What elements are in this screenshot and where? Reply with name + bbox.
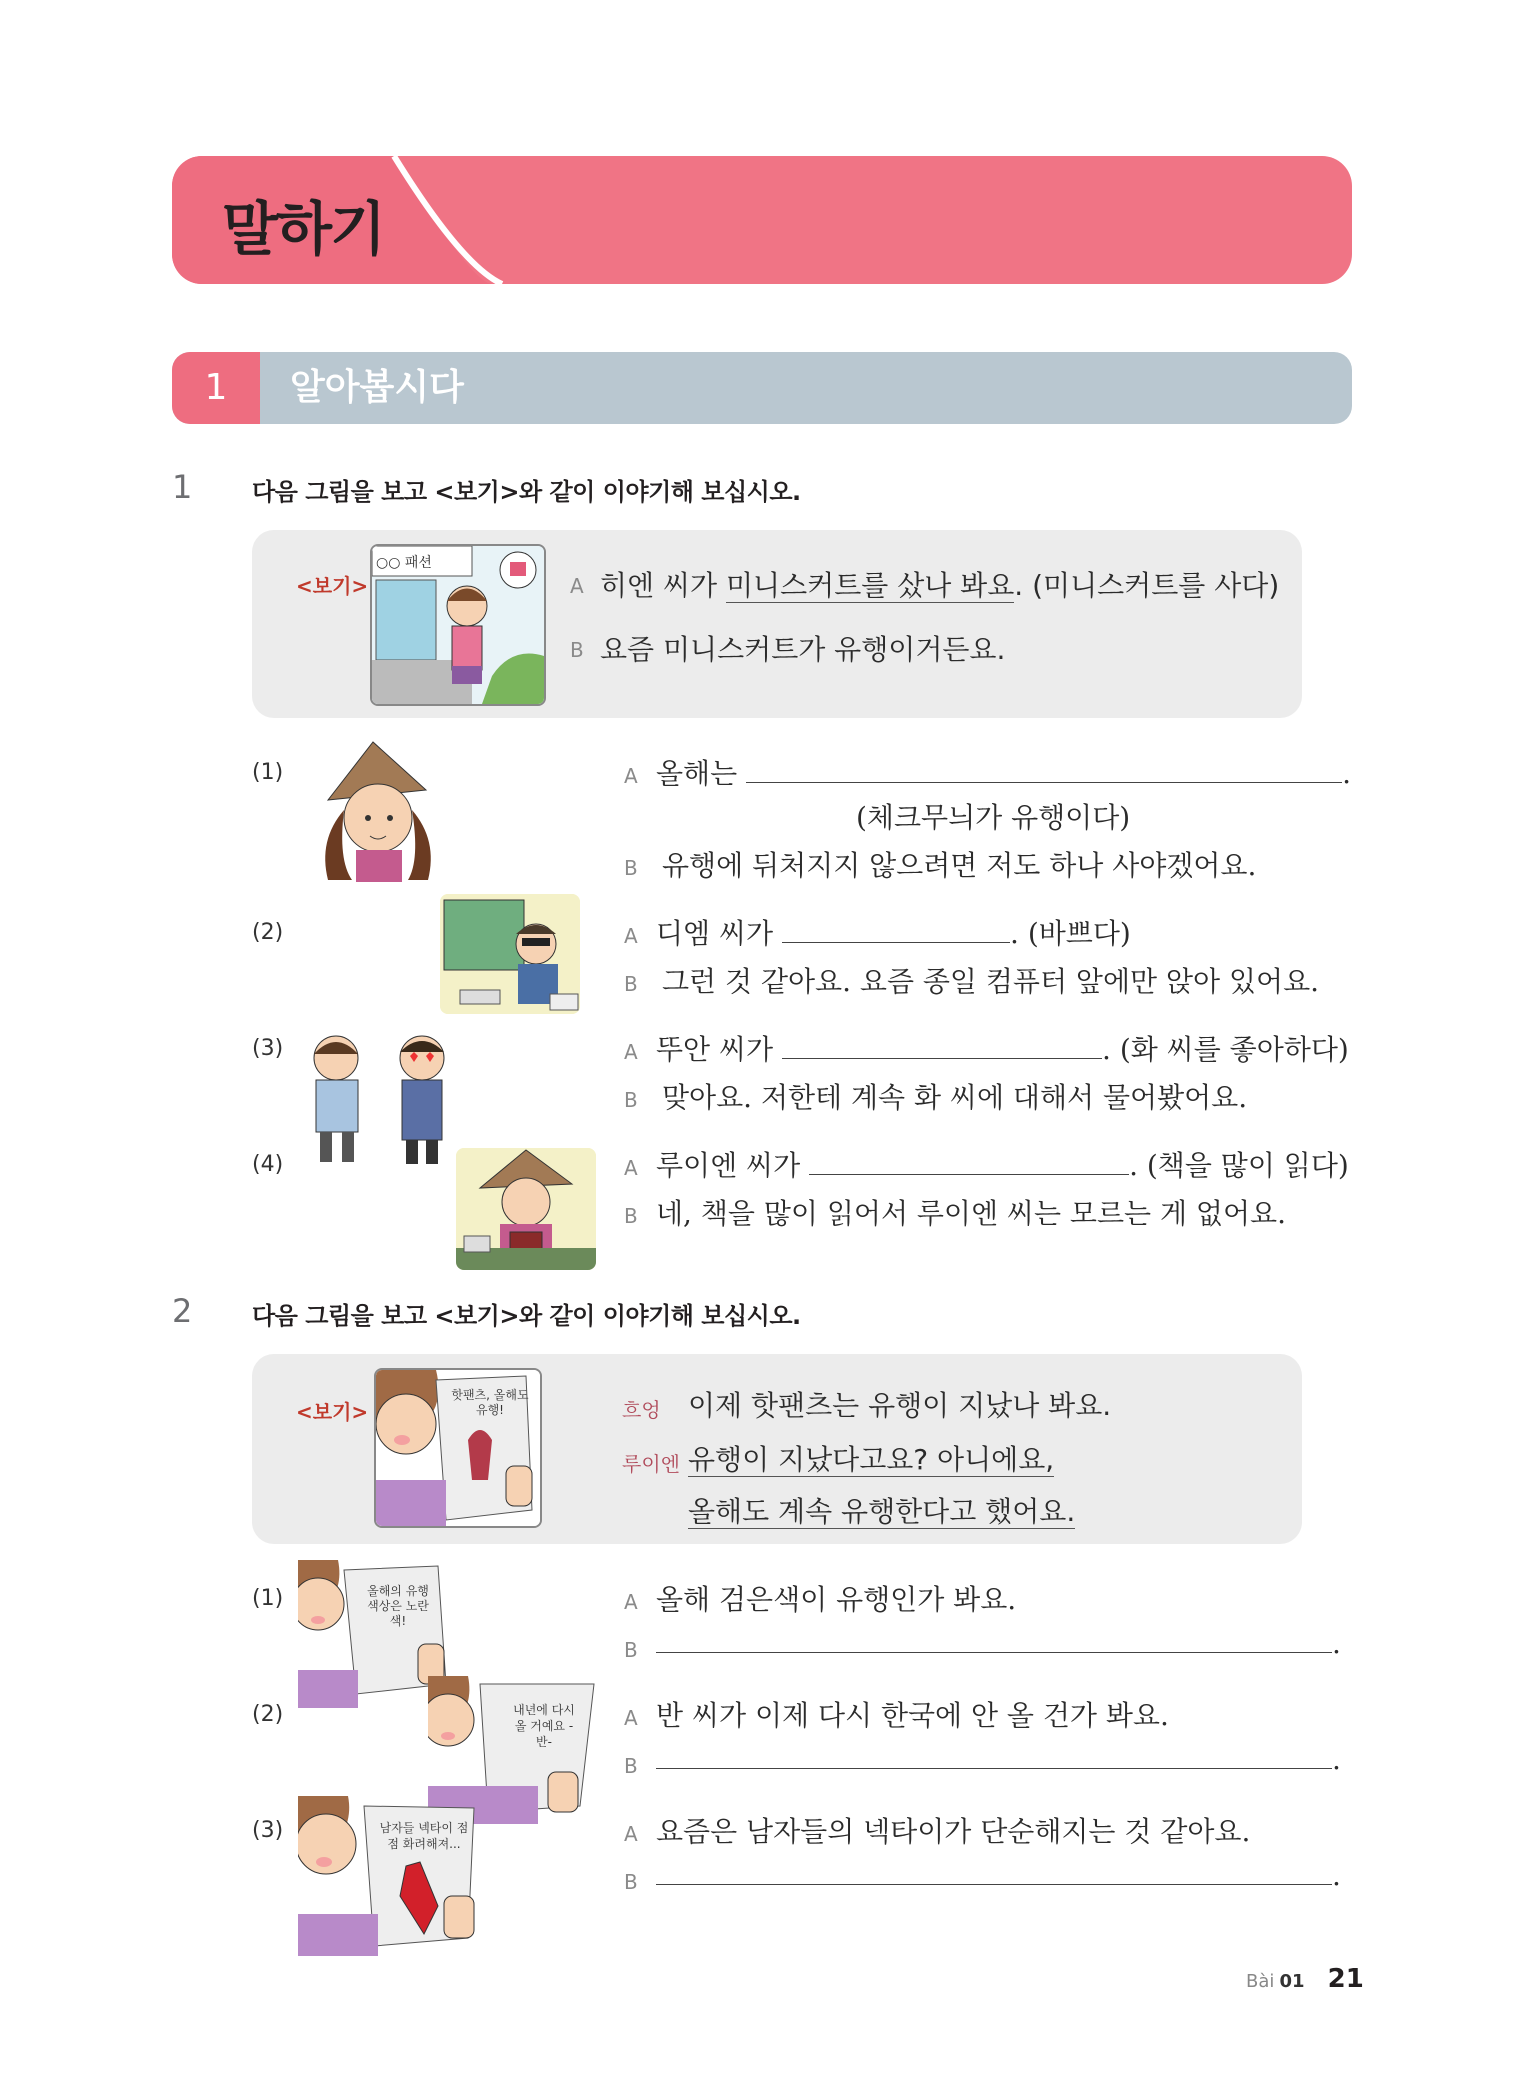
q2-item-2-b-label: B bbox=[624, 1754, 638, 1778]
q2-example-box bbox=[252, 1354, 1302, 1544]
q1-item-4-number: (4) bbox=[252, 1152, 284, 1177]
q1-item-1-a-line bbox=[656, 752, 1351, 792]
q2-item-3-answer-blank[interactable] bbox=[656, 1858, 1332, 1885]
q2-example-line-2-rest: 아니에요, bbox=[928, 1443, 1055, 1476]
q2-item-3-b-line bbox=[656, 1858, 1341, 1892]
q2-item-2-b-line bbox=[656, 1742, 1341, 1776]
q1-item-2-a-label: A bbox=[624, 924, 638, 948]
q1-item-3-a-text: 뚜안 씨가 bbox=[656, 1033, 774, 1066]
subsection-bar bbox=[172, 352, 1352, 424]
page-number: 21 bbox=[1327, 1964, 1364, 1994]
q1-example-a-line bbox=[600, 564, 1279, 604]
q2-example-paper-text: 핫팬츠, 올해도 유행! bbox=[451, 1388, 529, 1417]
question-2-instruction: 다음 그림을 보고 <보기>와 같이 이야기해 보십시오. bbox=[252, 1302, 801, 1330]
q1-item-2-b-label: B bbox=[624, 972, 638, 996]
girl-with-hat-icon bbox=[308, 740, 438, 882]
q1-item-4-hint: (책을 많이 읽다) bbox=[1146, 1149, 1349, 1182]
q2-item-1-b-end: . bbox=[1332, 1627, 1341, 1660]
q2-item-1-b-label: B bbox=[624, 1638, 638, 1662]
q1-item-3-illustration bbox=[296, 1024, 462, 1170]
q2-item-2-answer-blank[interactable] bbox=[656, 1742, 1332, 1769]
q1-example-a-answer: 미니스커트를 샀나 봐요 bbox=[726, 569, 1015, 602]
page-footer bbox=[1246, 1964, 1364, 1994]
q2-item-1-answer-blank[interactable] bbox=[656, 1626, 1332, 1653]
q1-item-2-hint: (바쁘다) bbox=[1027, 917, 1131, 950]
q1-example-tag: <보기> bbox=[296, 574, 369, 598]
q2-item-3-b-end: . bbox=[1332, 1859, 1341, 1892]
man-at-computer-icon bbox=[440, 894, 580, 1014]
q1-item-3-b-label: B bbox=[624, 1088, 638, 1112]
q2-item-2-number: (2) bbox=[252, 1702, 284, 1727]
q1-item-4-b-label: B bbox=[624, 1204, 638, 1228]
footer-lesson-label: Bài bbox=[1246, 1971, 1275, 1992]
q1-item-2-illustration bbox=[440, 894, 580, 1014]
q1-item-1-a-label: A bbox=[624, 764, 638, 788]
q2-item-1-b-line bbox=[656, 1626, 1341, 1660]
q1-item-4-answer-blank[interactable] bbox=[809, 1148, 1129, 1175]
q2-item-2-paper-text: 내년에 다시 올 거예요 -반- bbox=[513, 1703, 575, 1749]
q2-example-tag: <보기> bbox=[296, 1400, 369, 1424]
two-people-hearts-icon bbox=[296, 1024, 462, 1170]
q1-item-1-hint: (체크무늬가 유행이다) bbox=[856, 801, 1131, 834]
q1-item-2-a-text: 디엠 씨가 bbox=[656, 917, 774, 950]
q1-item-1-b-text: 유행에 뒤처지지 않으려면 저도 하나 사야겠어요. bbox=[662, 849, 1257, 882]
q1-item-1-a-end: . bbox=[1342, 757, 1351, 790]
q1-item-3-a-label: A bbox=[624, 1040, 638, 1064]
q2-item-2-a-text: 반 씨가 이제 다시 한국에 안 올 건가 봐요. bbox=[656, 1699, 1169, 1732]
q1-item-2-answer-blank[interactable] bbox=[782, 916, 1010, 943]
q2-item-2-a-label: A bbox=[624, 1706, 638, 1730]
footer-lesson-number: 01 bbox=[1279, 1971, 1305, 1992]
q2-item-3-b-label: B bbox=[624, 1870, 638, 1894]
q1-item-4-illustration bbox=[456, 1148, 596, 1270]
question-2-number: 2 bbox=[172, 1292, 193, 1330]
q1-item-4-a-text: 루이엔 씨가 bbox=[656, 1149, 801, 1182]
q1-item-3-a-line bbox=[656, 1028, 1349, 1068]
q2-example-line-1: 이제 핫팬츠는 유행이 지났나 봐요. bbox=[688, 1389, 1112, 1422]
q2-example-line-3 bbox=[688, 1490, 1075, 1530]
q1-item-1-number: (1) bbox=[252, 760, 284, 785]
q1-example-a-suffix: . bbox=[1014, 569, 1024, 602]
girl-reading-book-icon bbox=[456, 1148, 596, 1270]
q2-example-line-2-underlined: 유행이 지났다고요? bbox=[688, 1443, 929, 1476]
q2-example-speaker-2: 루이엔 bbox=[622, 1452, 680, 1476]
q2-item-1-paper-text: 올해의 유행 색상은 노란색! bbox=[367, 1584, 429, 1628]
q2-item-3-a-text: 요즘은 남자들의 넥타이가 단순해지는 것 같아요. bbox=[656, 1815, 1251, 1848]
q2-item-1-a-text: 올해 검은색이 유행인가 봐요. bbox=[656, 1583, 1017, 1616]
q1-item-1-a-text: 올해는 bbox=[656, 757, 738, 790]
q2-item-3-illustration bbox=[298, 1796, 484, 1956]
q2-item-3-a-label: A bbox=[624, 1822, 638, 1846]
subsection-number: 1 bbox=[204, 367, 228, 408]
q1-example-a-prefix: 히엔 씨가 bbox=[600, 569, 726, 602]
q1-example-box bbox=[252, 530, 1302, 718]
q1-example-a-label: A bbox=[570, 574, 584, 598]
q2-item-2-b-end: . bbox=[1332, 1743, 1341, 1776]
q1-example-b-label: B bbox=[570, 638, 584, 662]
q2-item-1-number: (1) bbox=[252, 1586, 284, 1611]
q2-example-speaker-1: 흐엉 bbox=[622, 1398, 661, 1422]
q1-example-b-text: 요즘 미니스커트가 유행이거든요. bbox=[600, 633, 1006, 666]
q1-item-1-answer-blank[interactable] bbox=[746, 756, 1342, 783]
q1-item-2-a-end: . bbox=[1010, 917, 1019, 950]
question-1-instruction: 다음 그림을 보고 <보기>와 같이 이야기해 보십시오. bbox=[252, 478, 801, 506]
shop-sign-text: ○○ 패션 bbox=[376, 555, 432, 571]
q2-item-3-number: (3) bbox=[252, 1818, 284, 1843]
page-title: 말하기 bbox=[222, 195, 385, 263]
q1-item-3-answer-blank[interactable] bbox=[782, 1032, 1102, 1059]
q1-item-3-hint: (화 씨를 좋아하다) bbox=[1119, 1033, 1349, 1066]
q1-item-4-a-line bbox=[656, 1144, 1349, 1184]
q1-item-3-a-end: . bbox=[1102, 1033, 1111, 1066]
q1-item-1-b-label: B bbox=[624, 856, 638, 880]
q1-item-2-b-text: 그런 것 같아요. 요즘 종일 컴퓨터 앞에만 앉아 있어요. bbox=[662, 965, 1320, 998]
question-1-number: 1 bbox=[172, 468, 193, 506]
subsection-title: 알아봅시다 bbox=[290, 367, 464, 408]
q2-item-3-paper-text: 남자들 넥타이 점점 화려해져... bbox=[379, 1821, 469, 1851]
q2-item-1-a-label: A bbox=[624, 1590, 638, 1614]
q1-item-1-illustration bbox=[308, 740, 438, 882]
q1-item-2-number: (2) bbox=[252, 920, 284, 945]
q2-example-line-3-text: 올해도 계속 유행한다고 했어요. bbox=[688, 1495, 1076, 1528]
q1-item-4-a-label: A bbox=[624, 1156, 638, 1180]
q1-item-2-a-line bbox=[656, 912, 1131, 952]
q2-example-line-2 bbox=[688, 1438, 1054, 1478]
q1-item-3-number: (3) bbox=[252, 1036, 284, 1061]
q1-item-3-b-text: 맞아요. 저한테 계속 화 씨에 대해서 물어봤어요. bbox=[662, 1081, 1248, 1114]
q1-example-a-hint: (미니스커트를 사다) bbox=[1032, 569, 1280, 602]
section-banner bbox=[172, 156, 1352, 284]
q1-example-illustration bbox=[370, 544, 546, 706]
q1-item-4-a-end: . bbox=[1129, 1149, 1138, 1182]
q2-example-illustration bbox=[374, 1368, 542, 1528]
q1-item-4-b-text: 네, 책을 많이 읽어서 루이엔 씨는 모르는 게 없어요. bbox=[656, 1197, 1286, 1230]
